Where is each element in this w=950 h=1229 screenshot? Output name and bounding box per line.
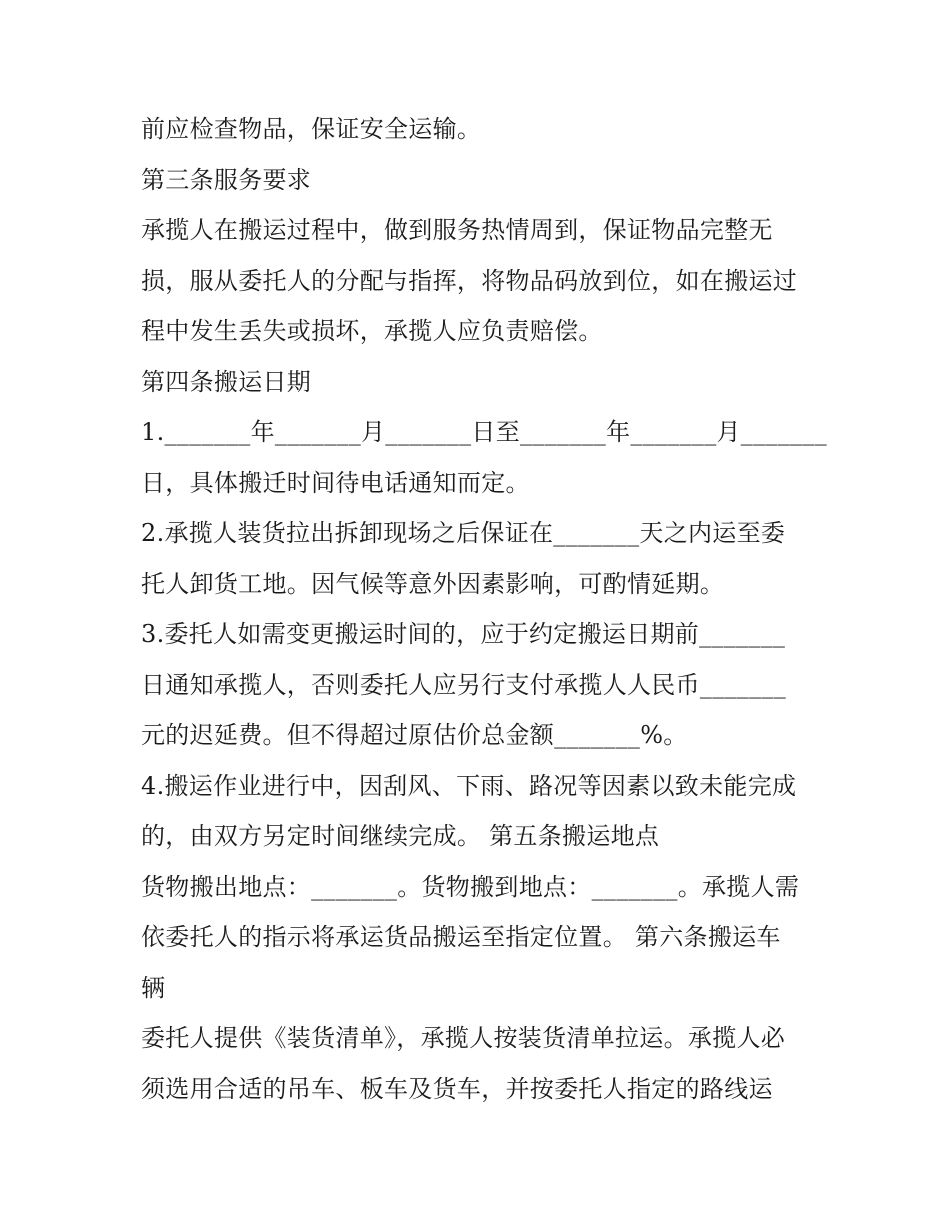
text-line: 3.委托人如需变更搬运时间的，应于约定搬运日期前_______: [141, 620, 786, 648]
text-line: 须选用合适的吊车、板车及货车，并按委托人指定的路线运: [141, 1074, 773, 1103]
text-line: 依委托人的指示将承运货品搬运至指定位置。 第六条搬运车: [141, 923, 781, 951]
text-line: 4.搬运作业进行中，因刮风、下雨、路况等因素以致未能完成: [141, 771, 797, 800]
text-line: 货物搬出地点：_______。货物搬到地点：_______。承揽人需: [141, 872, 800, 901]
text-line: 日通知承揽人，否则委托人应另行支付承揽人人民币_______: [141, 670, 786, 699]
text-line: 元的迟延费。但不得超过原估价总金额_______%。: [141, 721, 688, 749]
text-line: 1._______年_______月_______日至_______年_______月_______: [141, 418, 827, 446]
text-line: 前应检查物品，保证安全运输。: [141, 115, 482, 143]
text-line: 承揽人在搬运过程中，做到服务热情周到，保证物品完整无: [141, 216, 773, 244]
text-line: 的，由双方另定时间继续完成。 第五条搬运地点: [141, 822, 660, 850]
document-body: [141, 104, 827, 1114]
text-line: 委托人提供《装货清单》，承揽人按装货清单拉运。承揽人必: [141, 1024, 786, 1052]
text-line: 程中发生丢失或损坏，承揽人应负责赔偿。: [141, 317, 603, 345]
text-line: 日，具体搬迁时间待电话通知而定。: [141, 468, 530, 497]
section-heading: 第三条服务要求: [141, 165, 312, 194]
text-line: 辆: [141, 973, 166, 1002]
text-line: 损，服从委托人的分配与指挥，将物品码放到位，如在搬运过: [141, 266, 798, 295]
text-line: 托人卸货工地。因气候等意外因素影响，可酌情延期。: [141, 569, 725, 598]
section-heading: 第四条搬运日期: [141, 367, 312, 396]
text-line: 2.承揽人装货拉出拆卸现场之后保证在_______天之内运至委: [141, 519, 786, 547]
